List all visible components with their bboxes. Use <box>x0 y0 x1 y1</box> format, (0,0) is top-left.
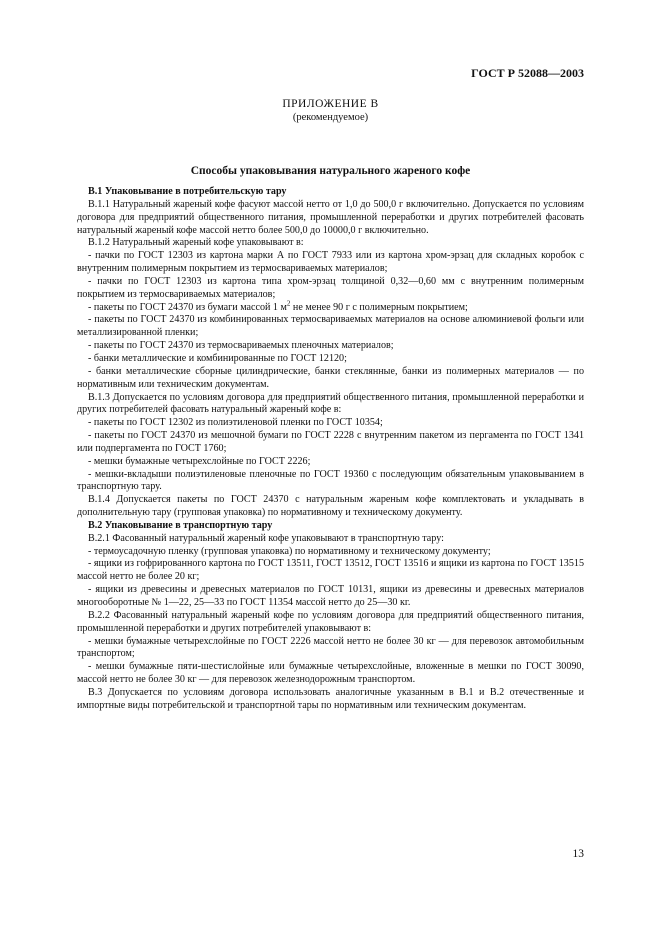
paragraph-b2-2: В.2.2 Фасованный натуральный жареный кофе по условиям договора для предприятий общественного питания, промышленной переработки и других потребителей упаковывают в: <box>77 609 584 634</box>
list-item: - термоусадочную пленку (групповая упаковка) по нормативному и техническому документу; <box>88 545 491 557</box>
paragraph-b1-4: В.1.4 Допускается пакеты по ГОСТ 24370 с натуральным жареным кофе комплектовать и укладывать в дополнительную тару (групповая упаковка) по нормативному и техническому документу. <box>77 494 584 519</box>
list-item: - мешки бумажные четырехслойные по ГОСТ 2226 массой нетто не более 30 кг — для перевозок автомобильным транспортом; <box>77 635 584 660</box>
list-item: - пакеты по ГОСТ 24370 из термосвариваемых пленочных материалов; <box>88 340 394 352</box>
section-heading-b1: В.1 Упаковывание в потребительскую тару <box>88 186 287 197</box>
list-item: - пакеты по ГОСТ 24370 из мешочной бумаги по ГОСТ 2228 с внутренним пакетом из пергамента по ГОСТ 1341 или подпергамента по ГОСТ 1760; <box>77 430 584 454</box>
list-item-text: - пакеты по ГОСТ 24370 из бумаги массой 1 м <box>88 301 287 313</box>
section-heading-b2: В.2 Упаковывание в транспортную тару <box>88 519 273 531</box>
list-item: - ящики из гофрированного картона по ГОСТ 13511, ГОСТ 13512, ГОСТ 13516 и ящики из картона по ГОСТ 13515 массой нетто не более 20 кг; <box>77 558 584 583</box>
list-item: - ящики из древесины и древесных материалов по ГОСТ 10131, ящики из древесины и древесных материалов многооборотные № 1—22, 25—33 по ГОСТ 11354 массой нетто до 25—30 кг. <box>77 584 584 608</box>
list-item: - банки металлические сборные цилиндрические, банки стеклянные, банки из полимерных материалов — по нормативным или техническим документам. <box>77 365 584 390</box>
document-body <box>77 186 584 713</box>
list-item: - пакеты по ГОСТ 12302 из полиэтиленовой пленки по ГОСТ 10354; <box>88 417 383 429</box>
standard-code: ГОСТ Р 52088—2003 <box>471 66 584 80</box>
appendix-title: ПРИЛОЖЕНИЕ В <box>282 98 379 110</box>
list-item: - пачки по ГОСТ 12303 из картона типа хром-эрзац толщиной 0,32—0,60 мм с внутренним полимерным покрытием из термосвариваемых материалов; <box>77 275 584 300</box>
paragraph-b1-1: В.1.1 Натуральный жареный кофе фасуют массой нетто от 1,0 до 500,0 г включительно. Допускается по условиям договора для предприятий общественного питания, промышленной переработки и других потребителей фасовать натуральный жареный кофе массой нетто более 500,0 до 10000,0 г включительно. <box>77 198 584 236</box>
list-item <box>77 299 584 315</box>
list-item: - мешки-вкладыши полиэтиленовые пленочные по ГОСТ 19360 с последующим обязательным упаковыванием в транспортную тару. <box>77 468 584 493</box>
list-item: - пачки по ГОСТ 12303 из картона марки А по ГОСТ 7933 или из картона хром-эрзац для складных коробок с внутренним полимерным покрытием из термосвариваемых материалов; <box>77 250 584 275</box>
list-item: - пакеты по ГОСТ 24370 из комбинированных термосвариваемых материалов на основе алюминиевой фольги или металлизированной пленки; <box>77 314 584 339</box>
document-title: Способы упаковывания натурального жареного кофе <box>190 165 471 177</box>
list-item-text: не менее 90 г с полимерным покрытием; <box>290 301 468 313</box>
superscript: 2 <box>286 299 291 308</box>
list-item: - банки металлические и комбинированные по ГОСТ 12120; <box>88 352 347 364</box>
paragraph-b3: В.3 Допускается по условиям договора использовать аналогичные указанным в В.1 и В.2 отечественные и импортные виды потребительской и транспортной тары по нормативным или техническим документам. <box>77 686 584 711</box>
paragraph-b1-2: В.1.2 Натуральный жареный кофе упаковывают в: <box>88 237 304 249</box>
page-number: 13 <box>572 848 584 860</box>
paragraph-b1-3: В.1.3 Допускается по условиям договора для предприятий общественного питания, промышленной переработки и других потребителей фасовать натуральный жареный кофе в: <box>77 391 584 416</box>
appendix-subtitle: (рекомендуемое) <box>292 112 369 123</box>
list-item: - мешки бумажные четырехслойные по ГОСТ 2226; <box>88 455 311 467</box>
list-item: - мешки бумажные пяти-шестислойные или бумажные четырехслойные, вложенные в мешки по ГОСТ 30090, массой нетто не более 30 кг — для перевозок железнодорожным транспортом. <box>77 661 584 686</box>
paragraph-b2-1: В.2.1 Фасованный натуральный жареный кофе упаковывают в транспортную тару: <box>88 532 444 544</box>
